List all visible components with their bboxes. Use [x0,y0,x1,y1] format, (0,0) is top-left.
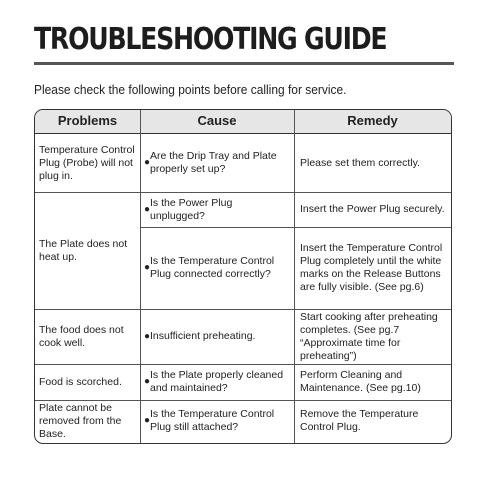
intro-text: Please check the following points before calling for service. [34,82,347,97]
remedy-cell: Perform Cleaning and Maintenance. (See pg.10) [300,369,421,394]
bullet-icon: ● [144,157,151,168]
table-header [35,110,451,134]
bullet-icon: ● [144,376,151,387]
cause-text: Is the Plate properly cleaned and maintained? [150,369,284,394]
header-remedy: Remedy [347,113,398,128]
cause-cell [140,400,294,442]
cause-text: Are the Drip Tray and Plate properly set up? [150,150,277,175]
troubleshooting-table [34,109,452,444]
problem-cell: Food is scorched. [39,375,122,388]
bullet-icon: ● [144,203,151,215]
cause-text: Is the Temperature Control Plug connected correctly? [150,255,275,280]
cause-cell [140,192,294,227]
remedy-cell: Insert the Power Plug securely. [300,203,445,215]
page-title: TROUBLESHOOTING GUIDE [34,22,387,57]
header-cause: Cause [197,113,237,128]
cause-cell [140,134,294,192]
bullet-icon: ● [144,330,151,342]
bullet-icon: ● [144,262,151,273]
remedy-cell: Please set them correctly. [300,156,421,169]
cause-cell [140,364,294,400]
remedy-cell: Insert the Temperature Control Plug completely until the white marks on the Release Buttons are fully visible. (See pg.6) [300,242,443,293]
cause-text: Insufficient preheating. [150,330,256,342]
cause-cell [140,227,294,309]
problem-cell: Plate cannot be removed from the Base. [39,401,122,440]
problem-cell: The food does not cook well. [39,323,124,349]
header-problems: Problems [57,113,118,128]
cause-text: Is the Power Plug unplugged? [150,196,233,222]
cause-cell [140,309,294,364]
cause-text: Is the Temperature Control Plug still attached? [150,408,275,433]
problem-cell: The Plate does not heat up. [39,237,128,263]
title-divider [34,62,454,65]
remedy-cell: Remove the Temperature Control Plug. [300,408,419,433]
problem-cell: Temperature Control Plug (Probe) will not plug in. [39,143,135,182]
remedy-cell: Start cooking after preheating completes. (See pg.7 “Approximate time for preheating”) [300,310,438,362]
bullet-icon: ● [144,415,151,426]
